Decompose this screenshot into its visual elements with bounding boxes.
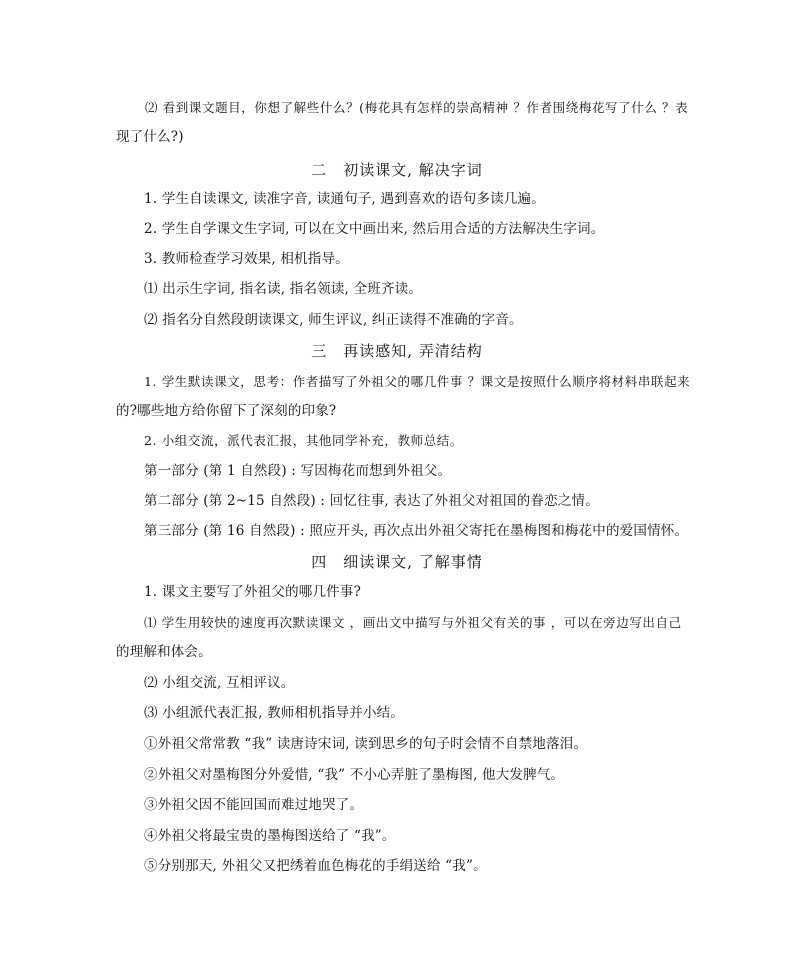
section-4-number: 四	[311, 553, 328, 571]
section-4-item-1: 1. 课文主要写了外祖父的哪几件事?	[144, 584, 362, 600]
section-2-item-1: 1. 学生自读课文, 读准字音, 读通句子, 遇到喜欢的语句多读几遍。	[144, 191, 545, 207]
section-2-title: 初读课文, 解决字词	[343, 161, 483, 179]
section-4-sub-3: ⑶ 小组派代表汇报, 教师相机指导并小结。	[144, 705, 405, 721]
section-3-heading	[0, 341, 794, 361]
section-2-item-3: 3. 教师检查学习效果, 相机指导。	[144, 251, 349, 267]
section-3-part-3: 第三部分 (第 16 自然段) : 照应开头, 再次点出外祖父寄托在墨梅图和梅花中的爱国情怀。	[144, 523, 689, 539]
intro-question-line-1: ⑵ 看到课文题目，你想了解些什么？(梅花具有怎样的崇高精神 ？作者围绕梅花写了什么 ？表	[145, 100, 689, 115]
section-3-title: 再读感知, 弄清结构	[343, 342, 483, 360]
section-4-event-1: ①外祖父常常教 “我” 读唐诗宋词, 读到思乡的句子时会情不自禁地落泪。	[144, 736, 588, 752]
section-3-part-2: 第二部分 (第 2~15 自然段) : 回忆往事, 表达了外祖父对祖国的眷恋之情。	[144, 493, 599, 509]
section-2-number: 二	[311, 161, 328, 179]
section-4-heading	[0, 552, 794, 572]
section-4-event-4: ④外祖父将最宝贵的墨梅图送给了 “我”。	[144, 828, 396, 844]
section-3-part-1: 第一部分 (第 1 自然段) : 写因梅花而想到外祖父。	[144, 463, 452, 479]
section-3-number: 三	[311, 342, 328, 360]
section-4-sub-1-line-2: 的理解和体会。	[116, 644, 212, 660]
section-4-event-5: ⑤分别那天, 外祖父又把绣着血色梅花的手绢送给 “我”。	[144, 858, 487, 874]
section-2-item-4: ⑴ 出示生字词, 指名读, 指名领读, 全班齐读。	[144, 281, 423, 297]
section-4-event-3: ③外祖父因不能回国而难过地哭了。	[144, 797, 364, 813]
section-2-heading	[0, 160, 794, 180]
section-4-sub-1-line-1: ⑴ 学生用较快的速度再次默读课文 ，画出文中描写与外祖父有关的事 ，可以在旁边写出自己	[144, 615, 682, 630]
section-4-title: 细读课文, 了解事情	[343, 553, 483, 571]
section-4-sub-2: ⑵ 小组交流, 互相评议。	[144, 675, 295, 691]
section-4-event-2: ②外祖父对墨梅图分外爱惜, “我” 不小心弄脏了墨梅图, 他大发脾气。	[144, 767, 565, 783]
section-3-item-1-line-1: 1. 学生默读课文，思考：作者描写了外祖父的哪几件事 ？课文是按照什么顺序将材料串联起来	[144, 374, 691, 389]
section-3-item-2: 2. 小组交流，派代表汇报，其他同学补充，教师总结。	[144, 433, 464, 448]
section-2-item-5: ⑵ 指名分自然段朗读课文, 师生评议, 纠正读得不准确的字音。	[144, 312, 523, 328]
section-3-item-1-line-2: 的?哪些地方给你留下了深刻的印象?	[116, 403, 337, 419]
intro-question-line-2: 现了什么?)	[116, 129, 184, 145]
section-2-item-2: 2. 学生自学课文生字词, 可以在文中画出来, 然后用合适的方法解决生字词。	[144, 221, 605, 237]
